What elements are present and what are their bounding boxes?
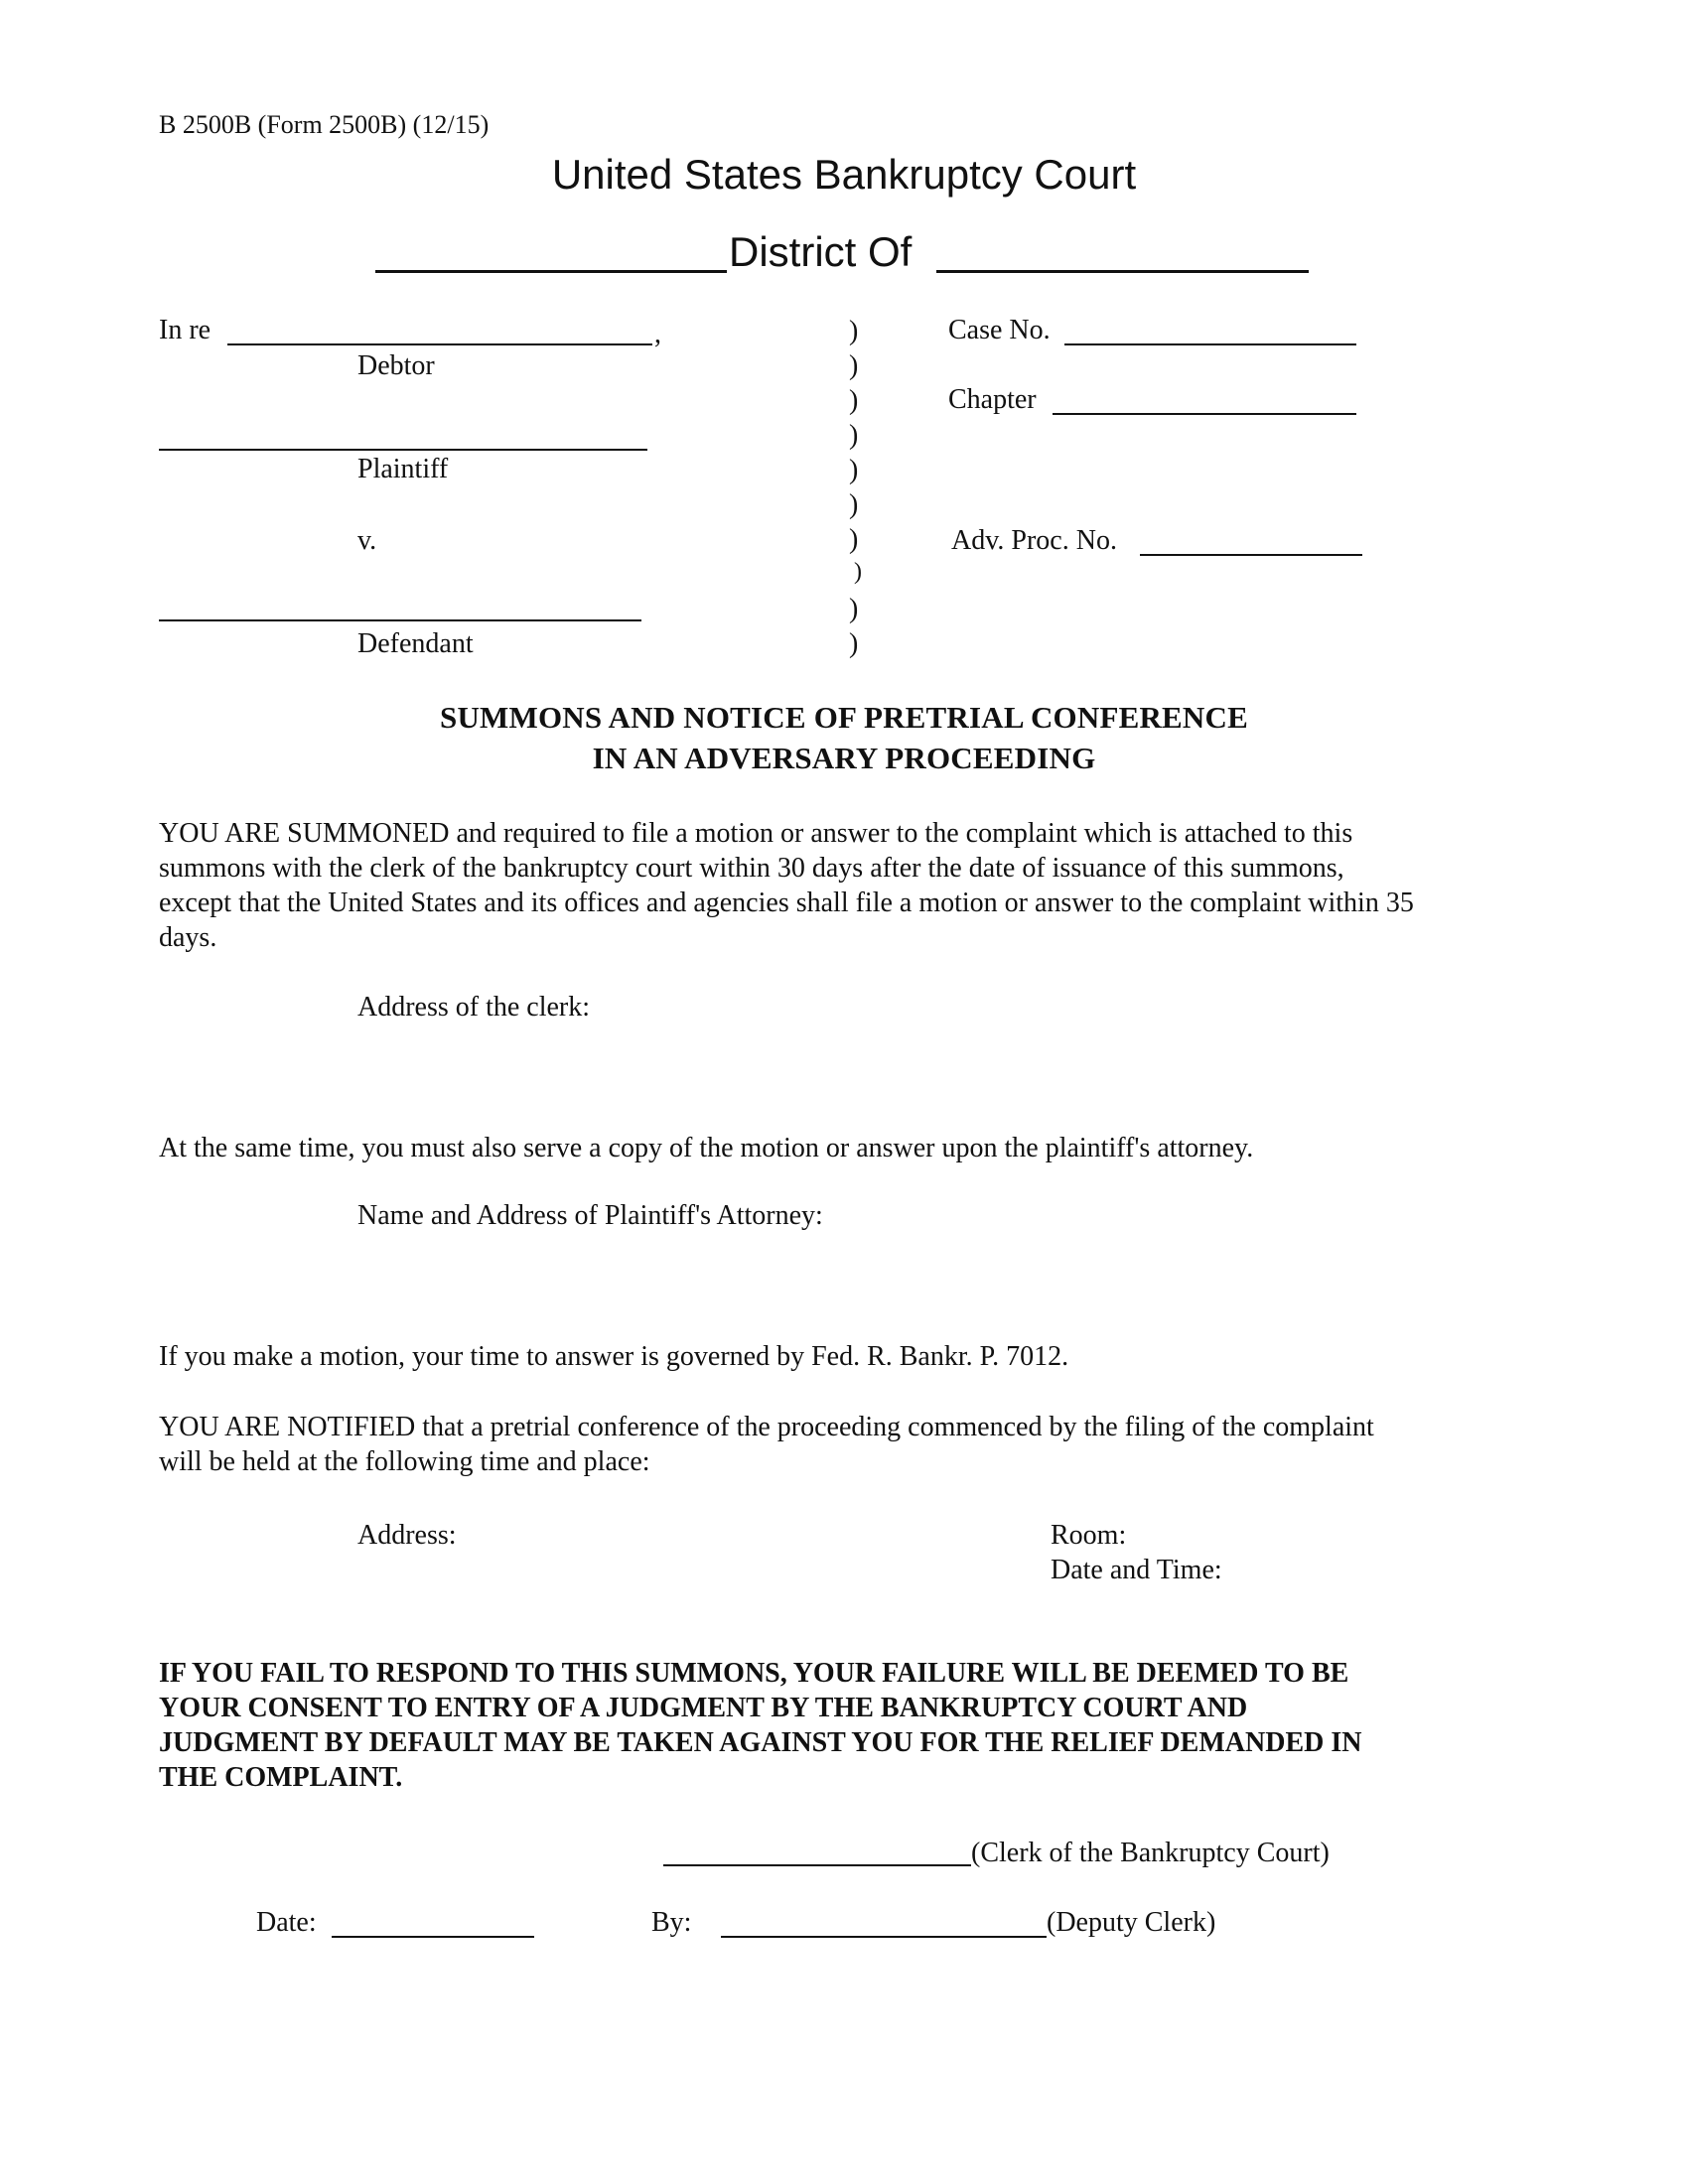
date-label: Date: xyxy=(256,1907,317,1938)
caption-paren: ) xyxy=(849,420,859,451)
clerk-address-label: Address of the clerk: xyxy=(357,992,591,1023)
deputy-clerk-signature-blank[interactable] xyxy=(721,1936,1047,1938)
form-id: B 2500B (Form 2500B) (12/15) xyxy=(159,110,490,139)
versus-label: v. xyxy=(357,525,377,556)
caption-paren: ) xyxy=(854,559,862,585)
adv-proc-blank[interactable] xyxy=(1140,554,1362,556)
case-no-blank[interactable] xyxy=(1064,343,1356,345)
chapter-label: Chapter xyxy=(948,384,1037,415)
motion-rule-text: If you make a motion, your time to answer is governed by Fed. R. Bankr. P. 7012. xyxy=(159,1341,1069,1372)
in-re-label: In re xyxy=(159,315,211,345)
notified-paragraph xyxy=(159,1410,1529,1479)
clerk-of-court-label: (Clerk of the Bankruptcy Court) xyxy=(971,1838,1330,1868)
district-name-blank-left[interactable] xyxy=(375,270,727,273)
clerk-signature-blank[interactable] xyxy=(663,1864,971,1866)
district-label: District Of xyxy=(729,228,913,275)
by-label: By: xyxy=(651,1907,692,1938)
caption-paren: ) xyxy=(849,385,859,416)
room-label: Room: xyxy=(1051,1520,1127,1551)
caption-paren: ) xyxy=(849,594,859,624)
debtor-label: Debtor xyxy=(357,350,435,381)
caption-paren: ) xyxy=(849,350,859,381)
chapter-blank[interactable] xyxy=(1053,413,1356,415)
summoned-paragraph xyxy=(159,816,1529,955)
summoned-line: summons with the clerk of the bankruptcy court within 30 days after the date of issuance of this summons, xyxy=(159,853,1344,884)
caption-paren: ) xyxy=(849,316,859,346)
defendant-label: Defendant xyxy=(357,628,474,659)
plaintiff-name-blank[interactable] xyxy=(159,449,647,451)
district-name-blank-right[interactable] xyxy=(936,270,1309,273)
warning-line: JUDGMENT BY DEFAULT MAY BE TAKEN AGAINST YOU FOR THE RELIEF DEMANDED IN xyxy=(159,1727,1362,1758)
summoned-line: YOU ARE SUMMONED and required to file a motion or answer to the complaint which is attached to this xyxy=(159,818,1353,849)
case-no-label: Case No. xyxy=(948,315,1051,345)
adv-proc-label: Adv. Proc. No. xyxy=(951,525,1117,556)
plaintiff-label: Plaintiff xyxy=(357,454,449,484)
court-name: United States Bankruptcy Court xyxy=(551,151,1137,198)
attorney-label: Name and Address of Plaintiff's Attorney: xyxy=(357,1200,823,1231)
warning-line: THE COMPLAINT. xyxy=(159,1762,403,1793)
warning-line: IF YOU FAIL TO RESPOND TO THIS SUMMONS, YOUR FAILURE WILL BE DEEMED TO BE xyxy=(159,1658,1349,1689)
conference-address-label: Address: xyxy=(357,1520,457,1551)
notified-line: will be held at the following time and place: xyxy=(159,1446,650,1477)
date-blank[interactable] xyxy=(332,1936,534,1938)
serve-copy-text: At the same time, you must also serve a copy of the motion or answer upon the plaintiff's attorney. xyxy=(159,1133,1254,1163)
title-line-2: IN AN ADVERSARY PROCEEDING xyxy=(592,741,1096,775)
summoned-line: except that the United States and its offices and agencies shall file a motion or answer to the complaint within 35 xyxy=(159,887,1414,918)
caption-paren: ) xyxy=(849,489,859,520)
deputy-clerk-label: (Deputy Clerk) xyxy=(1047,1907,1216,1938)
summoned-line: days. xyxy=(159,922,217,953)
caption-paren: ) xyxy=(849,628,859,659)
debtor-name-blank[interactable] xyxy=(227,343,652,345)
notified-line: YOU ARE NOTIFIED that a pretrial conference of the proceeding commenced by the filing of the complaint xyxy=(159,1412,1374,1442)
warning-line: YOUR CONSENT TO ENTRY OF A JUDGMENT BY THE BANKRUPTCY COURT AND xyxy=(159,1693,1248,1723)
defendant-name-blank[interactable] xyxy=(159,619,641,621)
default-warning xyxy=(159,1656,1509,1795)
caption-paren: ) xyxy=(849,455,859,485)
date-time-label: Date and Time: xyxy=(1051,1555,1222,1585)
caption-paren: ) xyxy=(849,524,859,555)
title-line-1: SUMMONS AND NOTICE OF PRETRIAL CONFERENCE xyxy=(440,700,1248,735)
in-re-comma: , xyxy=(654,319,661,349)
